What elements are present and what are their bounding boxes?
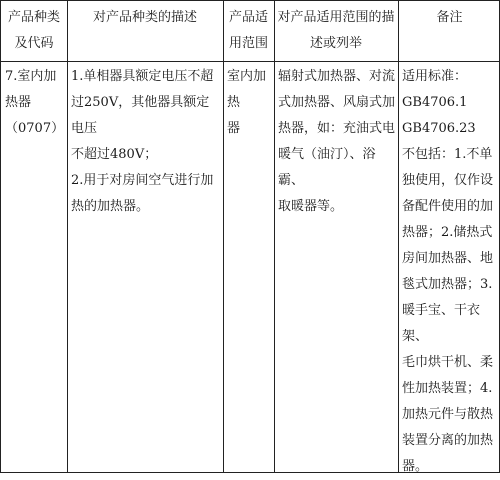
header-scope-description: 对产品适用范围的描 述或列举 — [277, 10, 395, 51]
header-divider — [1, 61, 499, 62]
header-remarks: 备注 — [436, 10, 463, 25]
cell-category-code: 7.室内加 热器 （0707） — [5, 69, 65, 136]
header-category-description: 对产品种类的描述 — [92, 10, 197, 25]
cell-scope-description: 辐射式加热器、对流 式加热器、风扇式加 热器，如：充油式电 暖气（油汀）、浴霸、 取暖器等。 — [278, 69, 396, 214]
cell-category-description: 1.单相器具额定电压不超 过250V，其他器具额定电压 不超过480V； 2.用于对房间空气进行加 热的加热器。 — [71, 69, 214, 214]
cell-remarks: 适用标准： GB4706.1 GB4706.23 不包括：1.不单 独使用，仅作设 备配件使用的加 热器；2.储热式 房间加热器、地 毯式加热器；3. 暖手宝、干衣架、 毛巾烘干机、柔 性加热装置；4. 加热元件与散热 装置分离的加热 器。 — [402, 69, 494, 474]
cell-applicable-scope: 室内加热 器 — [227, 69, 267, 136]
header-category-code: 产品种类 及代码 — [7, 10, 60, 51]
header-applicable-scope: 产品适 用范围 — [228, 10, 268, 51]
